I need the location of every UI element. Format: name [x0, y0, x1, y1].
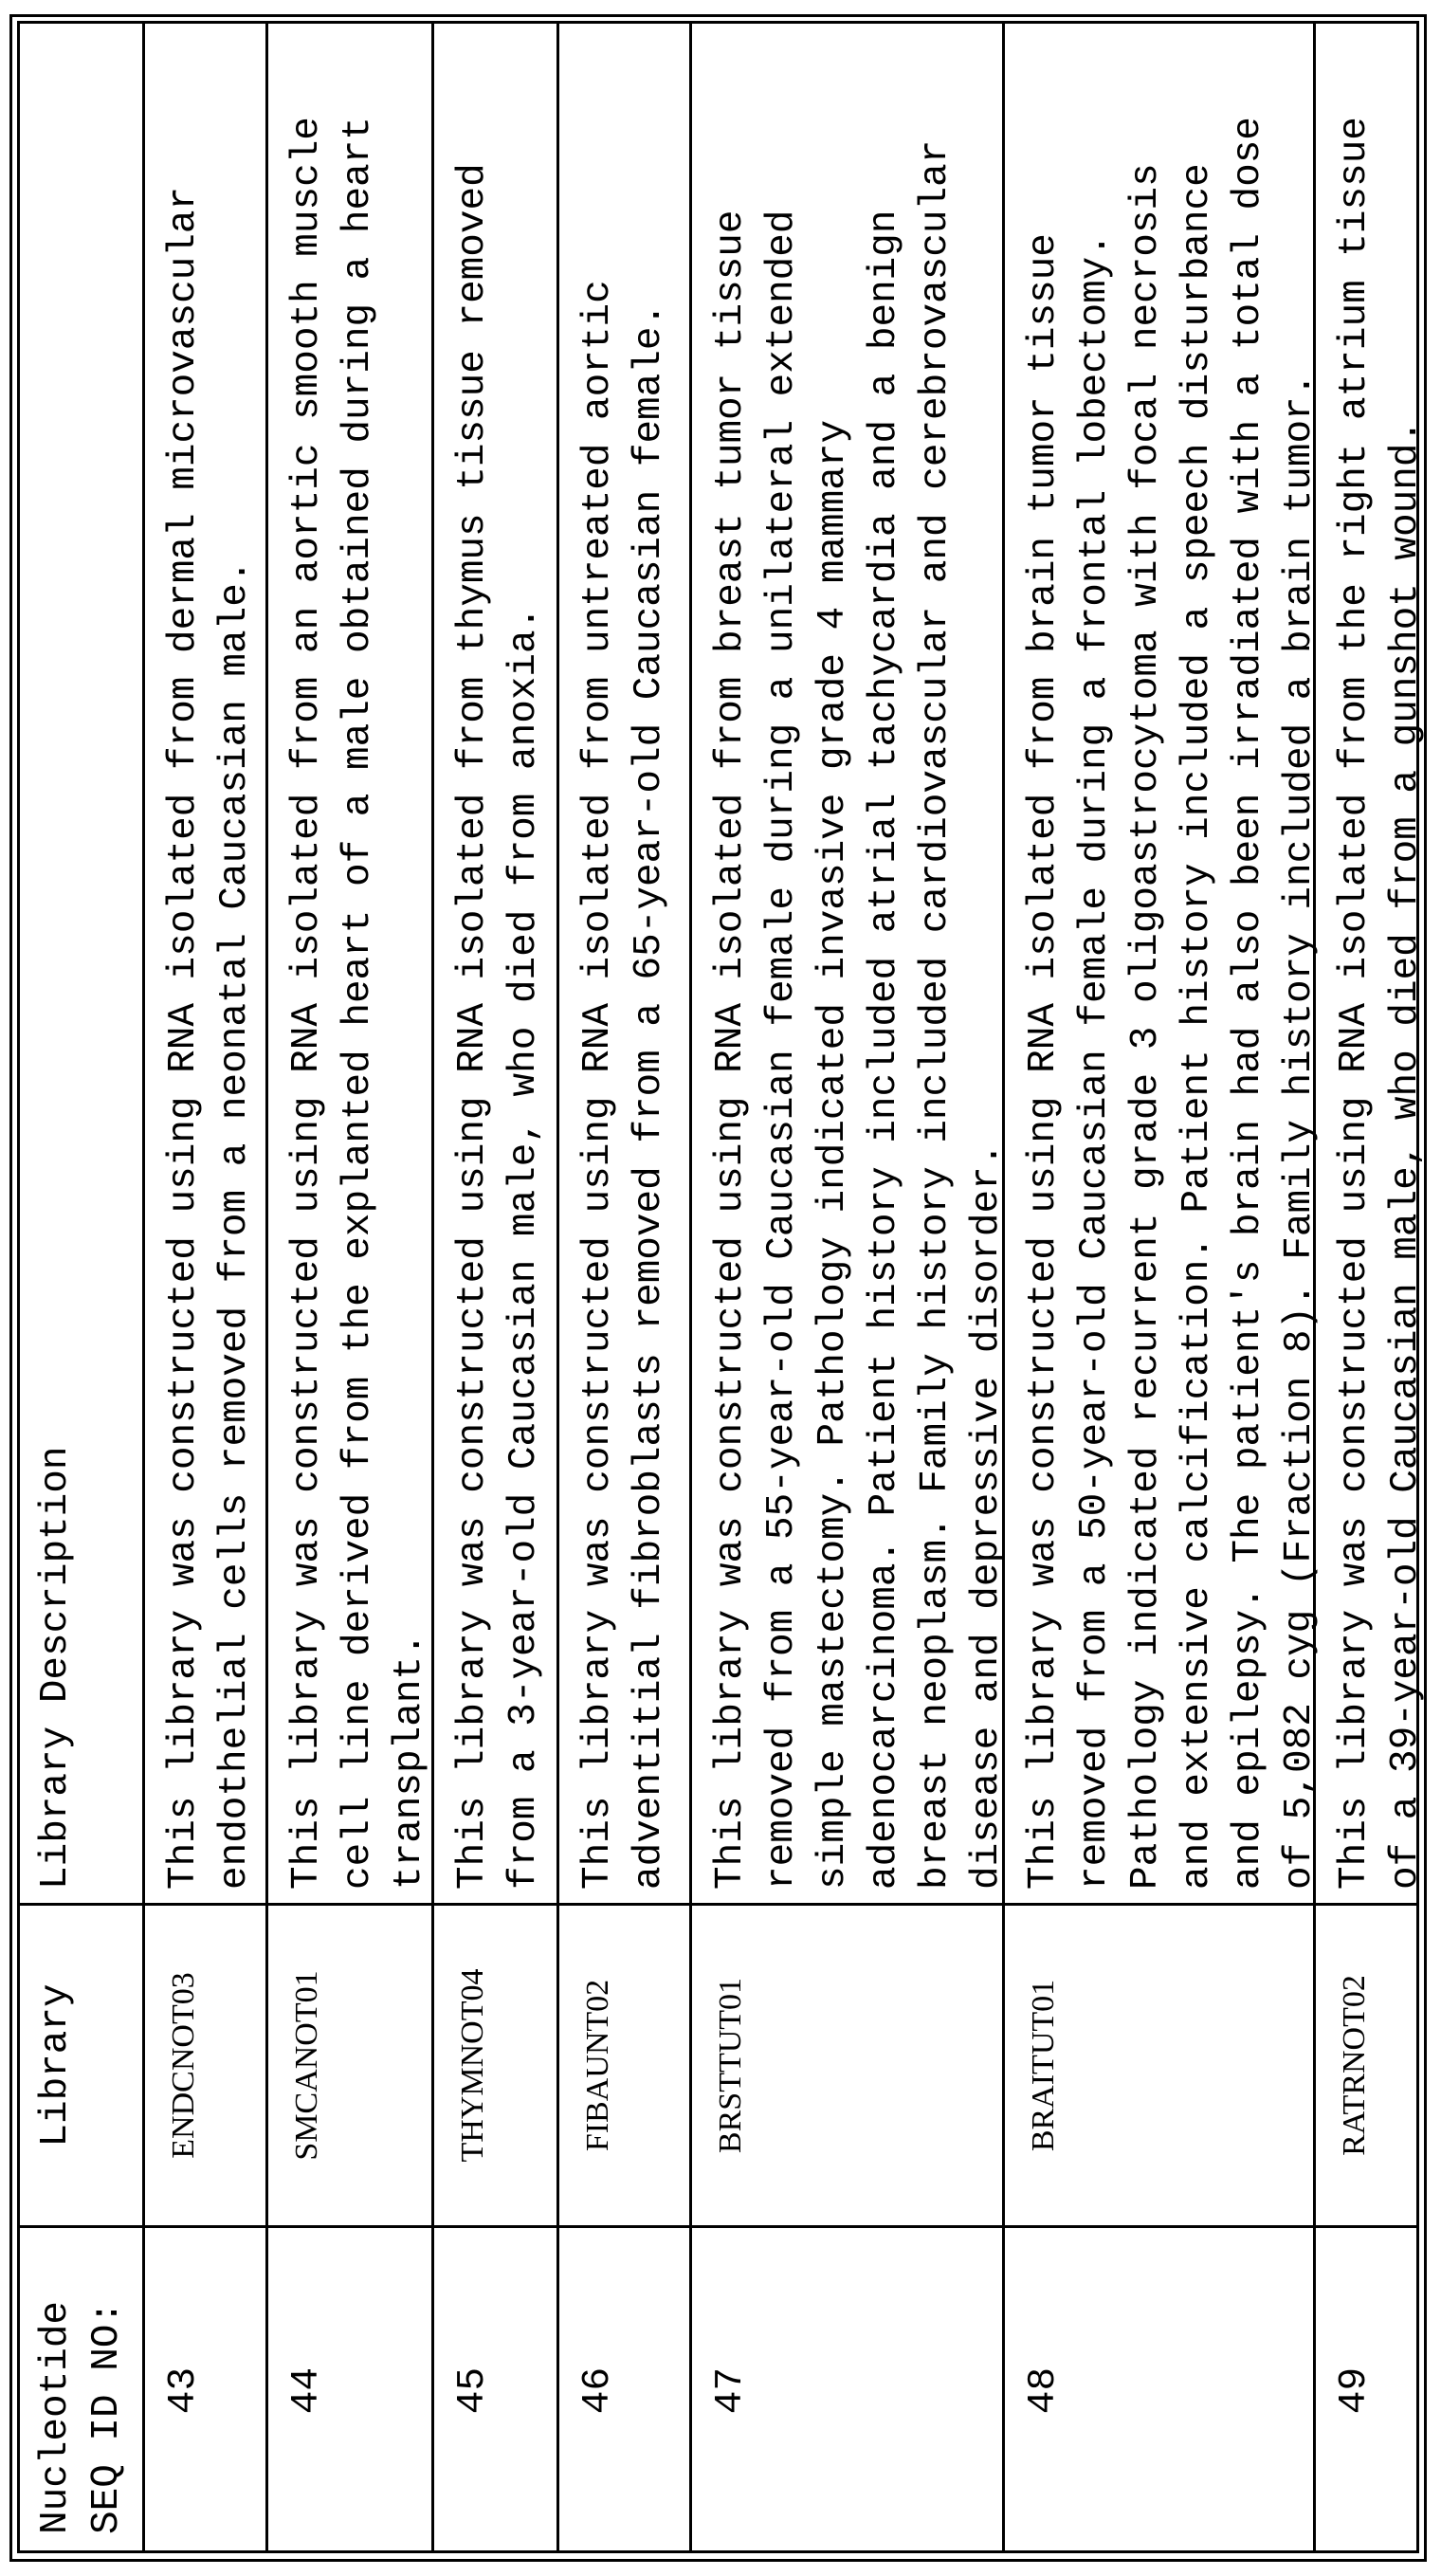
- description-line: removed from a 55-year-old Caucasian female during a unilateral extended: [757, 21, 808, 1890]
- library-name: BRSTTUT01: [705, 1906, 757, 2225]
- description-line: This library was constructed using RNA isolated from the right atrium tissue: [1329, 21, 1380, 1890]
- seq-id: 47: [705, 2228, 757, 2553]
- description-line: This library was constructed using RNA isolated from dermal microvascular: [158, 21, 210, 1890]
- description-line: of 5,082 cyg (Fraction 8). Family history included a brain tumor.: [1274, 21, 1325, 1890]
- header-library: [17, 1903, 142, 2225]
- library-name: RATRNOT02: [1329, 1906, 1380, 2225]
- header-seq-id-line1: Nucleotide: [30, 2228, 82, 2534]
- header-seq-id: [17, 2225, 142, 2553]
- description-cell: [434, 21, 556, 1903]
- seq-id-cell: [268, 2225, 431, 2553]
- table-row: [431, 21, 556, 2553]
- description-line: and extensive calcification. Patient history included a speech disturbance: [1172, 21, 1223, 1890]
- description-line: This library was constructed using RNA isolated from breast tumor tissue: [705, 21, 757, 1890]
- library-name: BRAITUT01: [1018, 1906, 1069, 2225]
- description-line: This library was constructed using RNA isolated from thymus tissue removed: [447, 21, 499, 1890]
- table-row: [556, 21, 689, 2553]
- description-line: from a 3-year-old Caucasian male, who died from anoxia.: [499, 21, 550, 1890]
- description-cell: [692, 21, 1002, 1903]
- description-line: adenocarcinoma. Patient history included atrial tachycardia and a benign: [859, 21, 910, 1890]
- library-cell: [1005, 1903, 1313, 2225]
- seq-id: 49: [1329, 2228, 1380, 2553]
- library-name: THYMNOT04: [447, 1906, 499, 2225]
- description-cell: [1316, 21, 1419, 1903]
- header-description-label: Library Description: [30, 21, 82, 1890]
- table-row: [1313, 21, 1419, 2553]
- description-line: of a 39-year-old Caucasian male, who died from a gunshot wound.: [1380, 21, 1432, 1890]
- description-cell: [268, 21, 431, 1903]
- table-header-row: [17, 21, 142, 2553]
- description-cell: [1005, 21, 1313, 1903]
- seq-id-cell: [145, 2225, 265, 2553]
- library-cell: [268, 1903, 431, 2225]
- description-line: simple mastectomy. Pathology indicated invasive grade 4 mammary: [808, 21, 859, 1890]
- description-cell: [145, 21, 265, 1903]
- table-row: [265, 21, 431, 2553]
- description-line: cell line derived from the explanted heart of a male obtained during a heart: [333, 21, 384, 1890]
- description-cell: [559, 21, 689, 1903]
- description-line: This library was constructed using RNA isolated from brain tumor tissue: [1018, 21, 1069, 1890]
- description-line: disease and depressive disorder.: [961, 21, 1012, 1890]
- library-cell: [559, 1903, 689, 2225]
- library-name: FIBAUNT02: [573, 1906, 624, 2225]
- seq-id-cell: [434, 2225, 556, 2553]
- rotated-table-page: [0, 0, 1441, 2576]
- description-line: This library was constructed using RNA isolated from untreated aortic: [573, 21, 624, 1890]
- seq-id-cell: [1316, 2225, 1419, 2553]
- library-name: SMCANOT01: [282, 1906, 333, 2225]
- seq-id: 46: [573, 2228, 624, 2553]
- description-line: removed from a 50-year-old Caucasian female during a frontal lobectomy.: [1069, 21, 1121, 1890]
- description-line: endothelial cells removed from a neonatal Caucasian male.: [210, 21, 261, 1890]
- seq-id-cell: [692, 2225, 1002, 2553]
- library-cell: [692, 1903, 1002, 2225]
- seq-id: 43: [158, 2228, 210, 2553]
- library-cell: [145, 1903, 265, 2225]
- table-row: [689, 21, 1002, 2553]
- description-line: and epilepsy. The patient's brain had also been irradiated with a total dose: [1223, 21, 1274, 1890]
- description-line: This library was constructed using RNA isolated from an aortic smooth muscle: [282, 21, 333, 1890]
- seq-id-cell: [559, 2225, 689, 2553]
- description-line: Pathology indicated recurrent grade 3 oligoastrocytoma with focal necrosis: [1121, 21, 1172, 1890]
- library-name: ENDCNOT03: [158, 1906, 210, 2225]
- description-line: breast neoplasm. Family history included cardiovascular and cerebrovascular: [910, 21, 961, 1890]
- seq-id: 48: [1018, 2228, 1069, 2553]
- seq-id: 44: [282, 2228, 333, 2553]
- library-cell: [1316, 1903, 1419, 2225]
- header-library-label: Library: [30, 1906, 82, 2225]
- header-seq-id-line2: SEQ ID NO:: [82, 2228, 133, 2534]
- table-row: [1002, 21, 1313, 2553]
- description-line: transplant.: [384, 21, 435, 1890]
- table-row: [142, 21, 265, 2553]
- description-line: adventitial fibroblasts removed from a 65-year-old Caucasian female.: [624, 21, 675, 1890]
- seq-id-cell: [1005, 2225, 1313, 2553]
- seq-id: 45: [447, 2228, 499, 2553]
- library-cell: [434, 1903, 556, 2225]
- header-description: [17, 21, 142, 1903]
